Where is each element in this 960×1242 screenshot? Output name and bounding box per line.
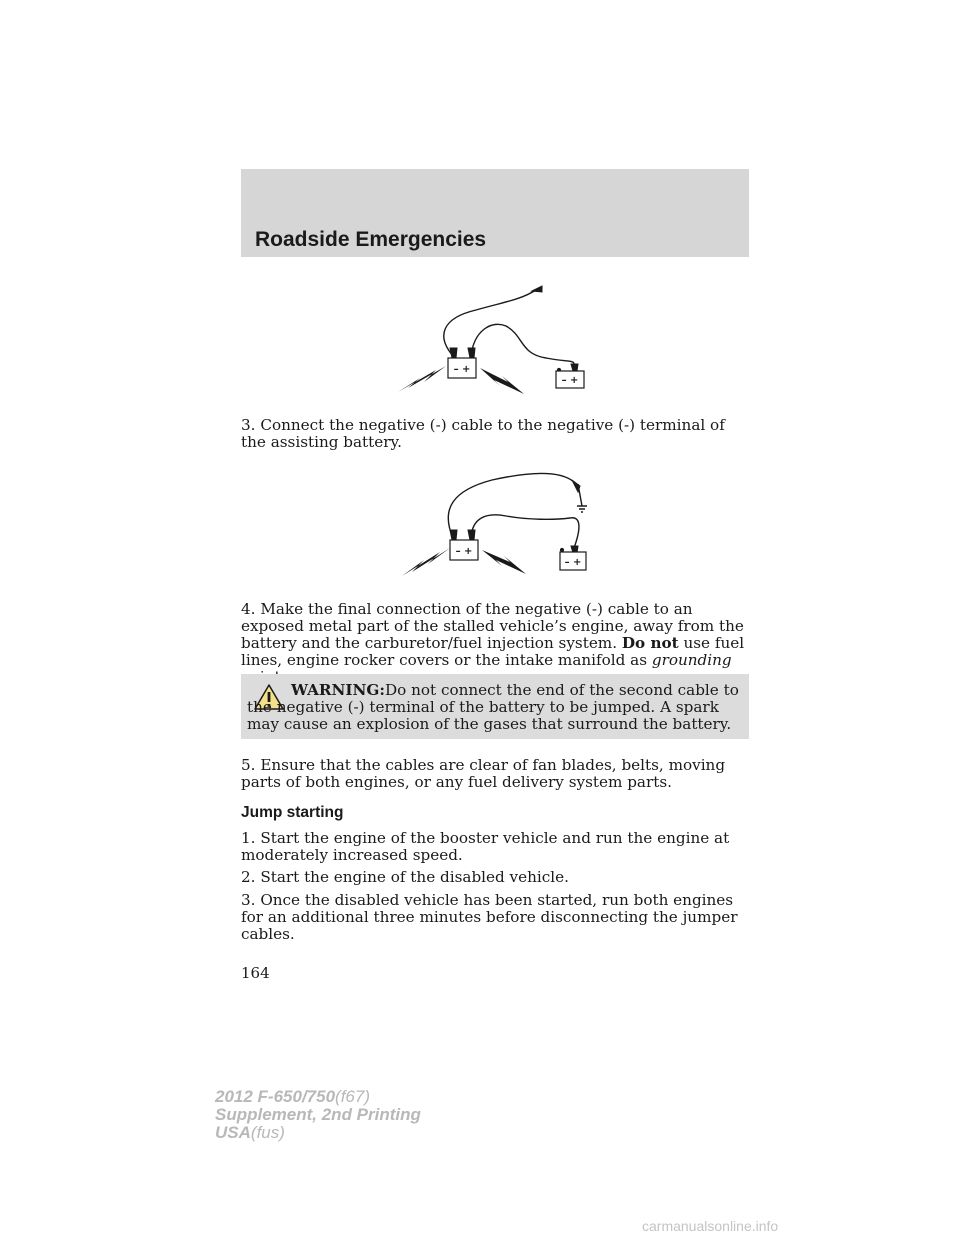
section-header [241,169,749,257]
footer-model-code: (f67) [335,1087,371,1106]
jump-start-step-1: 1. Start the engine of the booster vehicle and run the engine at moderately increased speed. [241,829,730,864]
step-5-text: 5. Ensure that the cables are clear of fan blades, belts, moving parts of both engines, or any fuel delivery system parts. [241,756,726,791]
step-4-emphasis: Do not [621,634,679,652]
jumper-cable-diagram-2 [396,466,596,582]
section-title: Roadside Emergencies [255,228,487,251]
battery-right-label: – + [561,375,579,386]
battery-right-label: – + [564,557,582,568]
battery-left-label: – + [455,546,473,557]
footer-model: 2012 F-650/750 [215,1087,336,1106]
jump-starting-heading: Jump starting [241,804,344,821]
watermark: carmanualsonline.info [642,1218,779,1234]
jump-start-step-2: 2. Start the engine of the disabled vehicle. [241,868,569,886]
step-4-italic-term: grounding [651,651,732,669]
footer-region: USA [215,1123,251,1142]
jumper-cable-diagram-1 [396,282,596,398]
warning-label: WARNING: [291,681,385,699]
warning-body: Do not connect the end of the second cable to the negative (-) terminal of the battery to be jumped. A spark may cause an explosion of the gases that surround the battery. [247,681,739,733]
battery-left-label: – + [453,364,471,375]
footer-edition: Supplement, 2nd Printing [215,1105,421,1124]
page-number: 164 [241,964,270,982]
jump-start-step-3: 3. Once the disabled vehicle has been started, run both engines for an additional three minutes before disconnecting the jumper cables. [241,891,738,943]
warning-text [247,682,743,733]
print-footer [215,1088,421,1142]
step-4-part-2: use fuel lines, engine rocker covers or the intake manifold as [241,634,745,669]
step-3-text: 3. Connect the negative (-) cable to the negative (-) terminal of the assisting battery. [241,416,725,451]
step-4-part-1: 4. Make the final connection of the negative (-) cable to an exposed metal part of the stalled vehicle’s engine, away from the battery and the carburetor/fuel injection system. [241,600,744,652]
footer-region-code: (fus) [250,1123,285,1142]
warning-box [241,674,749,739]
